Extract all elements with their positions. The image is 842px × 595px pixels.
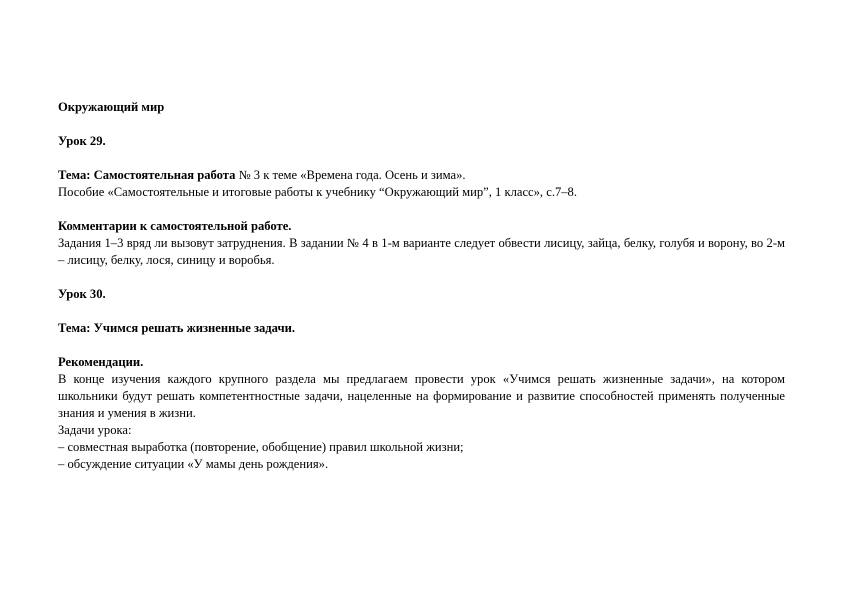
lesson-30-tasks-heading: Задачи урока: <box>58 423 132 437</box>
spacer <box>58 303 785 320</box>
lesson-30-task-item: – совместная выработка (повторение, обобщение) правил школьной жизни; <box>58 440 464 454</box>
spacer <box>58 269 785 286</box>
lesson-29-comments-heading: Комментарии к самостоятельной работе. <box>58 219 292 233</box>
subject-title: Окружающий мир <box>58 100 165 114</box>
lesson-30-recommendations-heading: Рекомендации. <box>58 355 144 369</box>
lesson-30-recommendations-text: В конце изучения каждого крупного раздела мы предлагаем провести урок «Учимся решать жизненные задачи», на котором школьники будут решать компетентностные задачи, нацеленные на формирование и развитие способностей применять полученные знания и умения в жизни. <box>58 372 785 420</box>
lesson-29-topic-label: Тема: Самостоятельная работа <box>58 168 236 182</box>
lesson-29-comments-text: Задания 1–3 вряд ли вызовут затруднения. В задании № 4 в 1-м варианте следует обвести лисицу, зайца, белку, голубя и ворону, во 2-м – лисицу, белку, лося, синицу и воробья. <box>58 236 785 267</box>
lesson-29-topic <box>58 167 785 184</box>
document-body <box>58 99 785 473</box>
spacer <box>58 116 785 133</box>
lesson-29-title: Урок 29. <box>58 134 106 148</box>
lesson-29-topic-rest: № 3 к теме «Времена года. Осень и зима». <box>235 168 466 182</box>
spacer <box>58 337 785 354</box>
spacer <box>58 201 785 218</box>
lesson-30-topic: Тема: Учимся решать жизненные задачи. <box>58 321 295 335</box>
lesson-29-manual: Пособие «Самостоятельные и итоговые работы к учебнику “Окружающий мир”, 1 класс», с.7–8. <box>58 185 578 199</box>
spacer <box>58 150 785 167</box>
lesson-30-title: Урок 30. <box>58 287 106 301</box>
lesson-30-task-item: – обсуждение ситуации «У мамы день рождения». <box>58 457 329 471</box>
